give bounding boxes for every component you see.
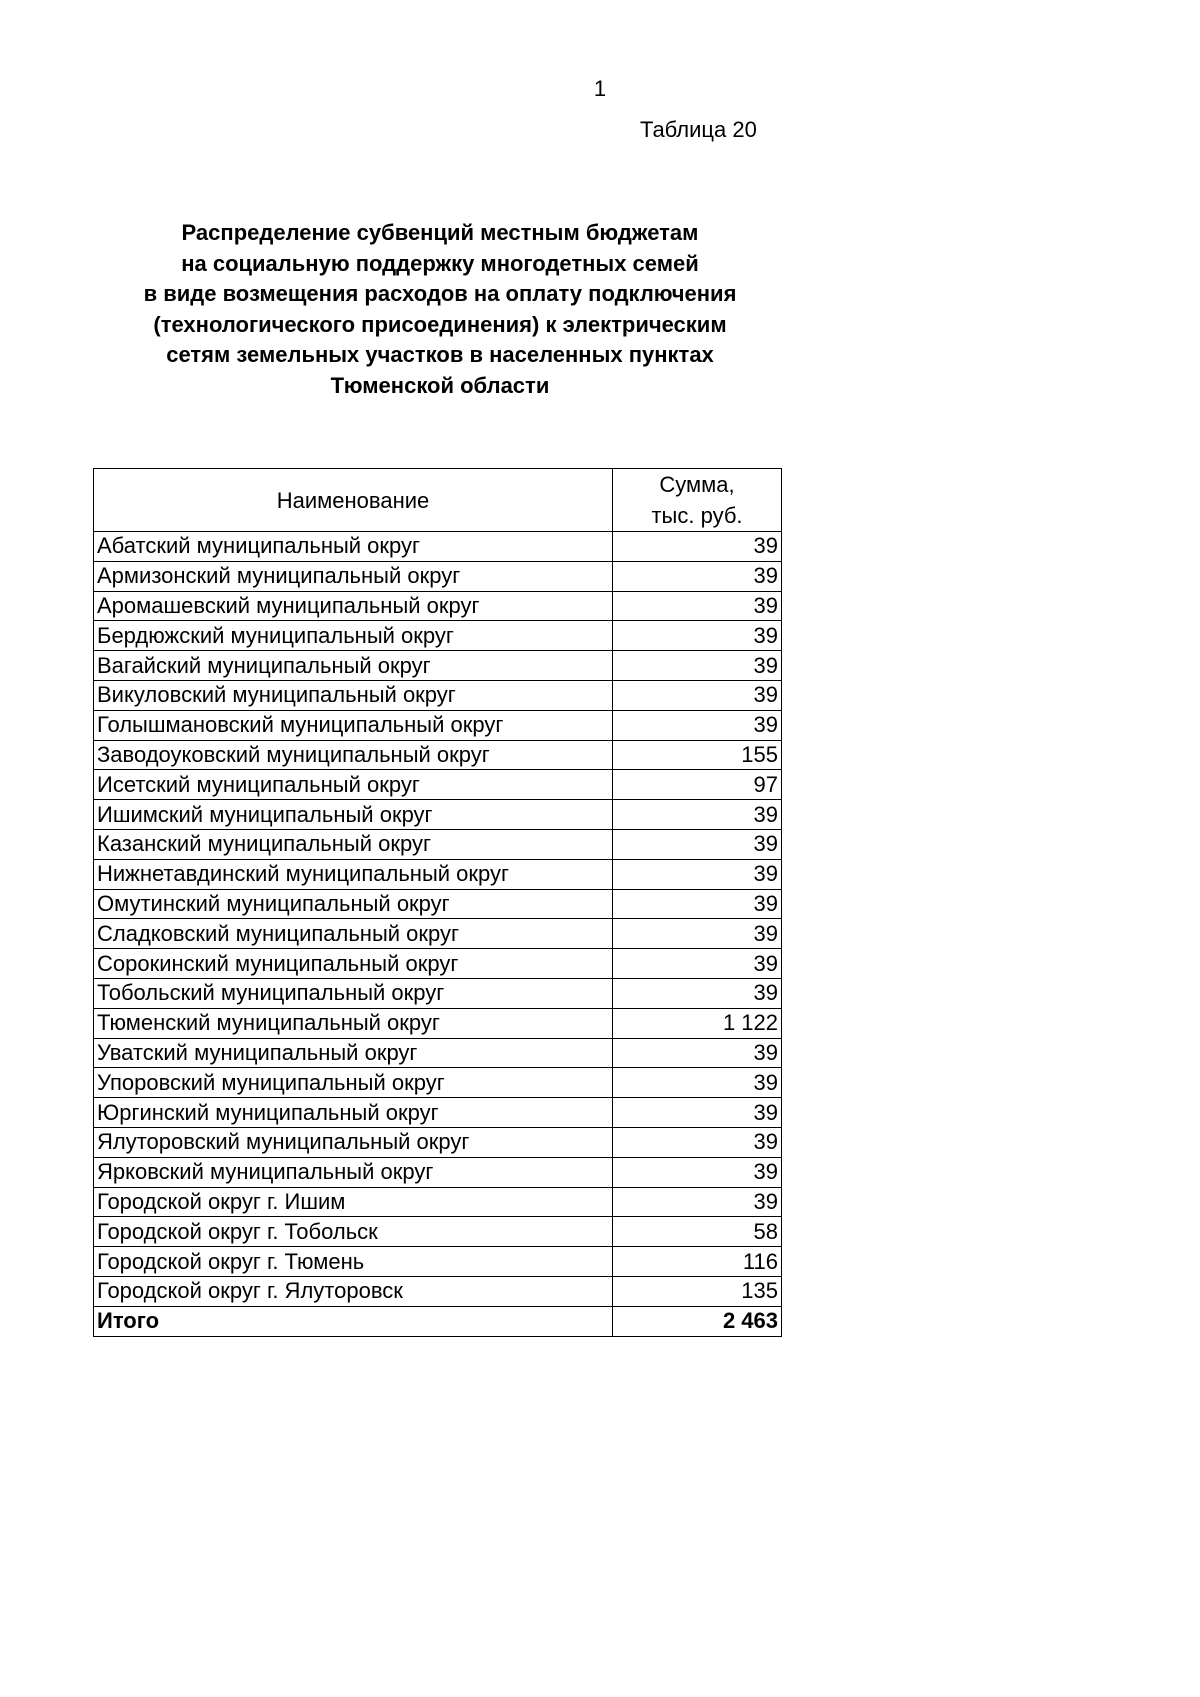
row-name: Омутинский муниципальный округ (94, 889, 613, 919)
title-line: Тюменской области (330, 372, 550, 398)
table-body (94, 532, 782, 1337)
table-row (94, 770, 782, 800)
header-sum-line: Сумма, (659, 472, 735, 497)
row-name: Викуловский муниципальный округ (94, 680, 613, 710)
row-sum: 135 (613, 1276, 782, 1306)
title-line: на социальную поддержку многодетных семей (181, 250, 699, 276)
row-sum: 97 (613, 770, 782, 800)
row-sum: 39 (613, 919, 782, 949)
title-line: Распределение субвенций местным бюджетам (181, 220, 699, 245)
row-name: Ярковский муниципальный округ (94, 1157, 613, 1187)
row-name: Тобольский муниципальный округ (94, 978, 613, 1008)
row-name: Аромашевский муниципальный округ (94, 591, 613, 621)
table-row (94, 1038, 782, 1068)
total-sum: 2 463 (613, 1306, 782, 1336)
table-row (94, 889, 782, 919)
row-name: Городской округ г. Ишим (94, 1187, 613, 1217)
row-sum: 1 122 (613, 1008, 782, 1038)
row-sum: 39 (613, 561, 782, 591)
row-sum: 39 (613, 1127, 782, 1157)
row-name: Городской округ г. Тюмень (94, 1247, 613, 1277)
row-name: Ишимский муниципальный округ (94, 800, 613, 830)
table-row (94, 532, 782, 562)
table-row (94, 1217, 782, 1247)
table-row (94, 710, 782, 740)
row-name: Сладковский муниципальный округ (94, 919, 613, 949)
table-row (94, 919, 782, 949)
row-sum: 39 (613, 621, 782, 651)
row-sum: 39 (613, 651, 782, 681)
row-sum: 39 (613, 710, 782, 740)
table-row (94, 680, 782, 710)
row-name: Уватский муниципальный округ (94, 1038, 613, 1068)
title-line: сетям земельных участков в населенных пунктах (166, 342, 714, 367)
row-sum: 39 (613, 829, 782, 859)
row-sum: 39 (613, 949, 782, 979)
row-name: Сорокинский муниципальный округ (94, 949, 613, 979)
table-header-row (94, 469, 782, 532)
row-sum: 39 (613, 978, 782, 1008)
table-row (94, 1276, 782, 1306)
total-row (94, 1306, 782, 1336)
table-row (94, 1247, 782, 1277)
row-name: Голышмановский муниципальный округ (94, 710, 613, 740)
row-sum: 39 (613, 591, 782, 621)
row-name: Исетский муниципальный округ (94, 770, 613, 800)
title-line: в виде возмещения расходов на оплату подключения (143, 281, 737, 306)
row-sum: 39 (613, 532, 782, 562)
row-name: Ялуторовский муниципальный округ (94, 1127, 613, 1157)
row-sum: 39 (613, 859, 782, 889)
document-title (100, 218, 780, 401)
table-row (94, 1098, 782, 1128)
row-name: Абатский муниципальный округ (94, 532, 613, 562)
row-name: Упоровский муниципальный округ (94, 1068, 613, 1098)
row-name: Городской округ г. Тобольск (94, 1217, 613, 1247)
table-row (94, 651, 782, 681)
table-row (94, 1068, 782, 1098)
table-row (94, 1127, 782, 1157)
row-sum: 155 (613, 740, 782, 770)
row-sum: 39 (613, 680, 782, 710)
header-sum (613, 469, 782, 532)
row-name: Городской округ г. Ялуторовск (94, 1276, 613, 1306)
table-row (94, 859, 782, 889)
row-sum: 39 (613, 889, 782, 919)
title-line: (технологического присоединения) к электрическим (153, 311, 727, 337)
row-name: Бердюжский муниципальный округ (94, 621, 613, 651)
table-row (94, 949, 782, 979)
table-row (94, 621, 782, 651)
total-label: Итого (94, 1306, 613, 1336)
page-number: 1 (593, 76, 607, 101)
table-row (94, 1008, 782, 1038)
row-sum: 39 (613, 1038, 782, 1068)
row-sum: 39 (613, 800, 782, 830)
table-label: Таблица 20 (640, 117, 757, 142)
table-row (94, 591, 782, 621)
table-row (94, 978, 782, 1008)
row-sum: 58 (613, 1217, 782, 1247)
row-sum: 116 (613, 1247, 782, 1277)
row-sum: 39 (613, 1068, 782, 1098)
table-row (94, 561, 782, 591)
row-name: Тюменский муниципальный округ (94, 1008, 613, 1038)
table-row (94, 1157, 782, 1187)
row-name: Заводоуковский муниципальный округ (94, 740, 613, 770)
header-sum-line: тыс. руб. (651, 503, 743, 528)
row-name: Казанский муниципальный округ (94, 829, 613, 859)
table-row (94, 829, 782, 859)
row-sum: 39 (613, 1187, 782, 1217)
table-row (94, 740, 782, 770)
table-row (94, 1187, 782, 1217)
row-name: Вагайский муниципальный округ (94, 651, 613, 681)
table-row (94, 800, 782, 830)
header-name: Наименование (94, 469, 613, 532)
row-name: Армизонский муниципальный округ (94, 561, 613, 591)
subsidy-table (93, 468, 782, 1337)
row-sum: 39 (613, 1098, 782, 1128)
row-sum: 39 (613, 1157, 782, 1187)
row-name: Нижнетавдинский муниципальный округ (94, 859, 613, 889)
row-name: Юргинский муниципальный округ (94, 1098, 613, 1128)
